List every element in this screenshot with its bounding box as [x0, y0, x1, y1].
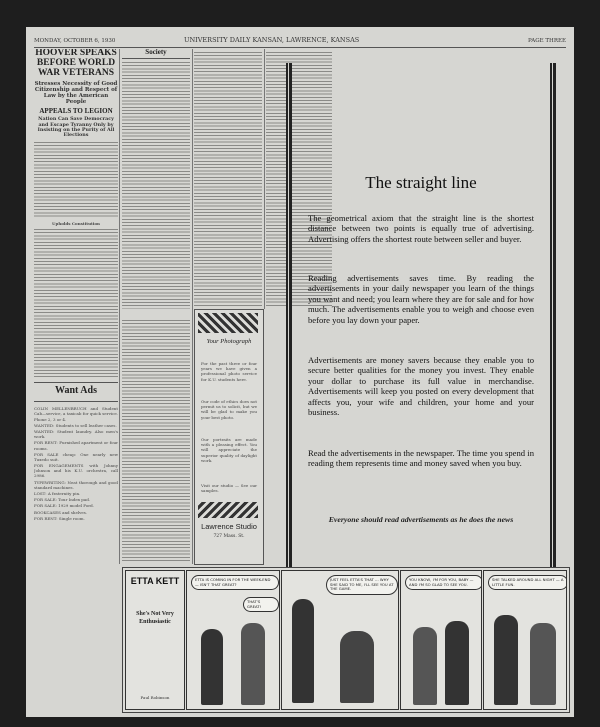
article-body	[34, 228, 118, 378]
studio-name: Lawrence Studio	[201, 522, 257, 531]
want-ad-item: FOR RENT: Single room.	[34, 515, 85, 521]
hoover-headline: HOOVER SPEAKS BEFORE WORLD WAR VETERANS	[35, 49, 117, 78]
society-body	[122, 61, 190, 309]
appeals-subhead: APPEALS TO LEGION	[39, 107, 113, 116]
character-figure	[413, 627, 437, 705]
photo-ad-line: For the past three or four years we have given a professional photo service for K.U. students here.	[201, 361, 257, 382]
appeals-deck: Nation Can Save Democracy and Escape Tyranny Only by Insisting on the Purity of All Elections	[37, 116, 115, 139]
ad-slogan: Everyone should read advertisements as he does the news	[328, 515, 514, 524]
comic-title-panel	[125, 570, 185, 710]
news-body	[194, 51, 262, 306]
photograph-ad	[194, 309, 264, 565]
photo-ad-line: Our code of ethics does not permit us to solicit, but we will be glad to make you your best photo.	[201, 399, 257, 420]
want-ad-item: FOR ENGAGEMENTS with Johnny Johnson and his K.U. orchestra, call 2986.	[34, 463, 118, 479]
want-ad-item: FOR SALE: 1929 model Ford.	[34, 503, 95, 509]
news-column	[194, 49, 262, 309]
etta-kett-comic	[122, 567, 570, 713]
character-figure	[445, 621, 469, 705]
column-rule	[192, 49, 193, 564]
society-continued	[122, 317, 190, 562]
want-ad-item: COLIN MELLENBRUCH and Student Cab—service, a taxicab for quick service. Phone 2, 3 or 4.	[34, 406, 118, 422]
want-ad-item: WANTED: Students to sell leather cases.	[34, 422, 117, 428]
society-body	[122, 319, 190, 561]
comic-artist: Paul Robinson	[140, 695, 170, 700]
ad-paragraph: Read the advertisements in the newspaper. The time you spend in reading them represents time and money saved when you buy.	[308, 448, 534, 469]
want-ads-header	[34, 382, 118, 403]
speech-bubble: JUST FEEL ETTA'S THAT ... WHY SHE SAID TO ME, I'LL SEE YOU AT THE GAME.	[326, 575, 398, 595]
want-ads-title: Want Ads	[55, 384, 97, 396]
speech-bubble: THAT'S GREAT!	[243, 597, 279, 612]
want-ad-item: FOR RENT: Furnished apartment or four rooms.	[34, 440, 118, 451]
character-figure	[494, 615, 518, 705]
want-ad-item: BOOKCASES and shelves.	[34, 509, 88, 515]
newspaper-page	[26, 27, 574, 717]
character-figure	[340, 631, 374, 703]
speech-bubble: ETTA IS COMING IN FOR THE WEEK-END — ISN'T THAT GREAT?	[191, 575, 279, 590]
ad-paragraph: Advertisements are money savers because they enable you to secure better qualities for the money you invest. They enable your dollar to purchase its full value in merchandise. Advertisements will keep you posted on every development that affects you, your wife and children, your home and your business.	[308, 355, 534, 418]
speech-bubble: SHE TALKED AROUND ALL NIGHT — A LITTLE FUN.	[488, 575, 567, 590]
ad-border-left	[286, 63, 292, 583]
want-ad-item: LOST: A fraternity pin.	[34, 491, 81, 496]
speech-bubble: YOU KNOW, I'M FOR YOU, BABY — AND I'M SO GLAD TO SEE YOU.	[405, 575, 482, 590]
inner-subhead: Upholds Constitution	[52, 220, 100, 226]
ad-title: The straight line	[365, 173, 477, 192]
comic-title: ETTA KETT	[130, 576, 180, 586]
want-ad-item: FOR SALE cheap: One nearly new Tuxedo suit.	[34, 451, 118, 462]
want-ad-item: WANTED: Student laundry. Also men's work.	[34, 428, 118, 440]
ad-border-right	[550, 63, 556, 583]
masthead	[34, 33, 566, 48]
comic-panel-1	[186, 570, 280, 710]
masthead-date: MONDAY, OCTOBER 6, 1930	[34, 38, 116, 44]
studio-address: 727 Mass. St.	[213, 534, 245, 539]
masthead-page: PAGE THREE	[528, 38, 566, 44]
character-figure	[241, 623, 265, 705]
comic-panel-4	[483, 570, 567, 710]
border-ornament	[198, 502, 258, 518]
photo-ad-line: Visit our studio — See our samples.	[201, 483, 257, 494]
photo-ad-line: Our portraits are made with a pleasing effect. You will appreciate the superior quality of daylight work.	[201, 437, 257, 463]
article-body	[34, 141, 118, 219]
character-figure	[201, 629, 223, 705]
straight-line-ad	[286, 63, 556, 583]
character-figure	[530, 623, 556, 705]
hoover-article	[34, 49, 118, 579]
photo-ad-title: Your Photograph	[206, 338, 252, 345]
want-ad-item: TYPEWRITING: Neat thorough and good standard machines.	[34, 479, 118, 490]
ad-paragraph: Reading advertisements saves time. By reading the advertisements in your daily newspaper you learn of the things you want and need; you learn where they are for sale and for how much. The advertisements enable you to weigh and choose even before you lay down your paper.	[308, 273, 534, 325]
comic-panel-3	[400, 570, 482, 710]
comic-tagline: She's Not Very Enthusiastic	[136, 611, 174, 625]
character-figure	[292, 599, 314, 703]
ad-paragraph: The geometrical axiom that the straight line is the shortest distance between two points is equally true of advertising. Advertising offers the shortest route between seller and buyer.	[308, 213, 534, 244]
hoover-deck: Stresses Necessity of Good Citizenship and Respect of Law by the American People	[34, 80, 118, 106]
column-rule	[264, 49, 265, 309]
border-ornament	[198, 313, 258, 333]
want-ad-item: FOR SALE: Tour Index pad.	[34, 497, 91, 503]
comic-panel-2	[281, 570, 399, 710]
column-rule	[119, 49, 120, 564]
society-title: Society	[122, 49, 190, 59]
society-column	[122, 49, 190, 309]
masthead-title: UNIVERSITY DAILY KANSAN, LAWRENCE, KANSAS	[184, 36, 360, 44]
